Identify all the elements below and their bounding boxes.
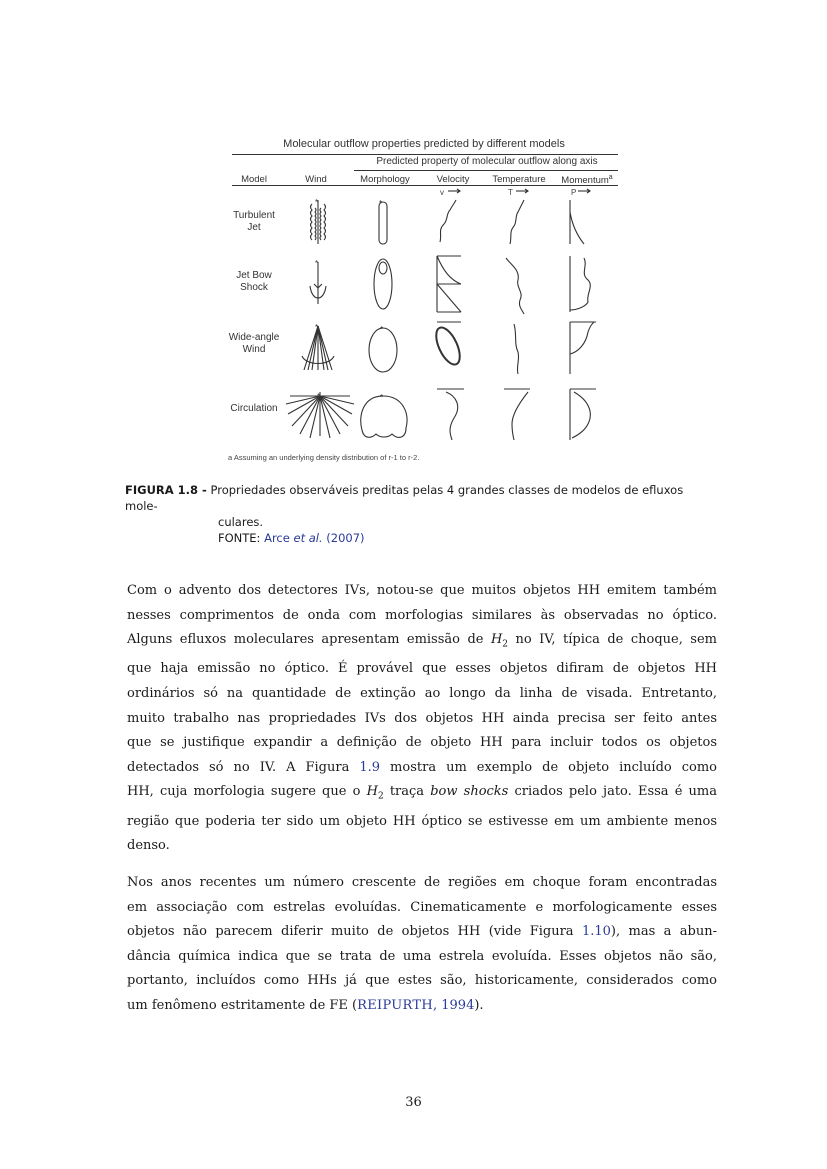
row2-morphology-sketch	[374, 259, 392, 309]
p1-line: HH, cuja morfologia sugere que o $H_2$ traça bow shocks criados pelo jato. Essa é uma	[127, 784, 717, 802]
p1-line: muito trabalho nas propriedades IVs dos objetos HH ainda precisa ser feito antes	[127, 710, 717, 726]
row-label-circulation: Circulation	[230, 403, 278, 414]
paragraph-1	[127, 579, 717, 859]
velocity-axis-label: v	[440, 188, 444, 197]
p2-line: dância química indica que se trata de uma estrela evoluída. Esses objetos não são,	[127, 948, 717, 964]
figure-table	[228, 134, 620, 474]
row3-velocity-sketch	[431, 322, 464, 368]
figure-footnote: a Assuming an underlying density distribution of r-1 to r-2.	[228, 453, 420, 462]
svg-text:*: *	[315, 323, 319, 332]
row1-temperature-curve	[510, 200, 524, 244]
row1-morphology-sketch	[379, 199, 387, 244]
caption-source: FONTE: Arce et al. (2007)	[218, 531, 365, 545]
col-header-model: Model	[241, 174, 267, 185]
row2-wind-sketch	[310, 259, 326, 304]
svg-text:*: *	[315, 198, 319, 207]
row-label-turbulent-jet: Turbulent Jet	[233, 210, 275, 233]
column-group-header: Predicted property of molecular outflow along axis	[376, 156, 598, 167]
row-label-wide-angle-wind: Wide-angle Wind	[228, 332, 280, 355]
row4-temperature-sketch	[504, 389, 530, 440]
svg-text:*: *	[315, 259, 319, 268]
citation-link-reipurth[interactable]: REIPURTH, 1994	[357, 997, 475, 1013]
caption-label: FIGURA 1.8 -	[125, 483, 207, 497]
p2-line: em associação com estrelas evoluídas. Cinematicamente e morfologicamente esses	[127, 899, 717, 915]
header-axis-arrows	[448, 189, 590, 193]
p2-line: um fenômeno estritamente de FE (REIPURTH, 1994).	[127, 997, 484, 1013]
p1-line: que haja emissão no óptico. É provável que esses objetos difiram de objetos HH	[127, 661, 717, 677]
caption-text-line1: Propriedades observáveis preditas pelas 4 grandes classes de modelos de efluxos mole-	[125, 483, 684, 513]
svg-text:*: *	[379, 199, 383, 208]
row4-wind-sketch	[286, 392, 354, 438]
caption-text-line2: culares.	[218, 515, 264, 529]
col-header-wind: Wind	[305, 174, 327, 185]
row1-wind-sketch	[311, 198, 326, 244]
row1-momentum-curve	[570, 200, 584, 244]
row-label-jet-bow-shock: Jet Bow Shock	[236, 270, 272, 293]
p1-line: nesses comprimentos de onda com morfologias similares às observadas no óptico.	[127, 607, 717, 623]
row4-morphology-sketch	[361, 393, 407, 437]
p1-line: Com o advento dos detectores IVs, notou-se que muitos objetos HH emitem também	[127, 583, 717, 598]
p1-line: denso.	[127, 838, 170, 854]
p1-line: região que poderia ter sido um objeto HH óptico se estivesse em um ambiente menos	[127, 813, 717, 829]
figure-caption	[125, 482, 715, 546]
p1-line: que se justifique expandir a definição de objeto HH para incluir todos os objetos	[127, 735, 717, 751]
p2-line: Nos anos recentes um número crescente de regiões em choque foram encontradas	[127, 875, 717, 890]
svg-text:*: *	[380, 325, 384, 334]
row4-velocity-sketch	[437, 389, 464, 440]
row1-velocity-curve	[440, 200, 456, 242]
page-number: 36	[405, 1095, 422, 1110]
momentum-axis-label: P	[571, 188, 577, 197]
col-header-momentum: Momentum$^a$	[561, 174, 613, 187]
figure-title: Molecular outflow properties predicted by different models	[283, 138, 565, 150]
row2-momentum-sketch	[570, 256, 590, 312]
p2-line: portanto, incluídos como HHs já que estes são, historicamente, considerados como	[127, 973, 717, 989]
p1-line: ordinários só na quantidade de extinção ao longo da linha de visada. Entretanto,	[127, 685, 717, 701]
temperature-axis-label: T	[508, 188, 513, 197]
row3-momentum-sketch	[570, 322, 596, 374]
paragraph-2	[127, 871, 717, 1019]
figure-ref-1-10[interactable]: 1.10	[581, 924, 611, 940]
p1-line: Alguns efluxos moleculares apresentam emissão de $H_2$ no IV, típica de choque, sem	[127, 632, 717, 650]
row3-morphology-sketch	[369, 325, 397, 372]
row3-temperature-curve	[514, 324, 519, 374]
row3-wind-sketch	[302, 323, 334, 370]
col-header-velocity: Velocity	[436, 174, 470, 185]
model-sketches	[228, 134, 620, 474]
p2-line: objetos não parecem diferir muito de objetos HH (vide Figura 1.10), mas a abun-	[127, 924, 717, 940]
p1-line: detectados só no IV. A Figura 1.9 mostra um exemplo de objeto incluído como	[127, 759, 718, 775]
col-header-morphology: Morphology	[360, 174, 410, 185]
figure-ref-1-9[interactable]: 1.9	[359, 759, 381, 775]
svg-text:*: *	[380, 393, 384, 402]
col-header-temperature: Temperature	[492, 174, 546, 185]
citation-link-arce[interactable]: Arce et al. (2007)	[264, 531, 365, 545]
row4-momentum-sketch	[570, 389, 596, 440]
row2-velocity-sketch	[437, 256, 461, 312]
row2-temperature-curve	[506, 258, 524, 314]
svg-text:*: *	[317, 392, 321, 401]
